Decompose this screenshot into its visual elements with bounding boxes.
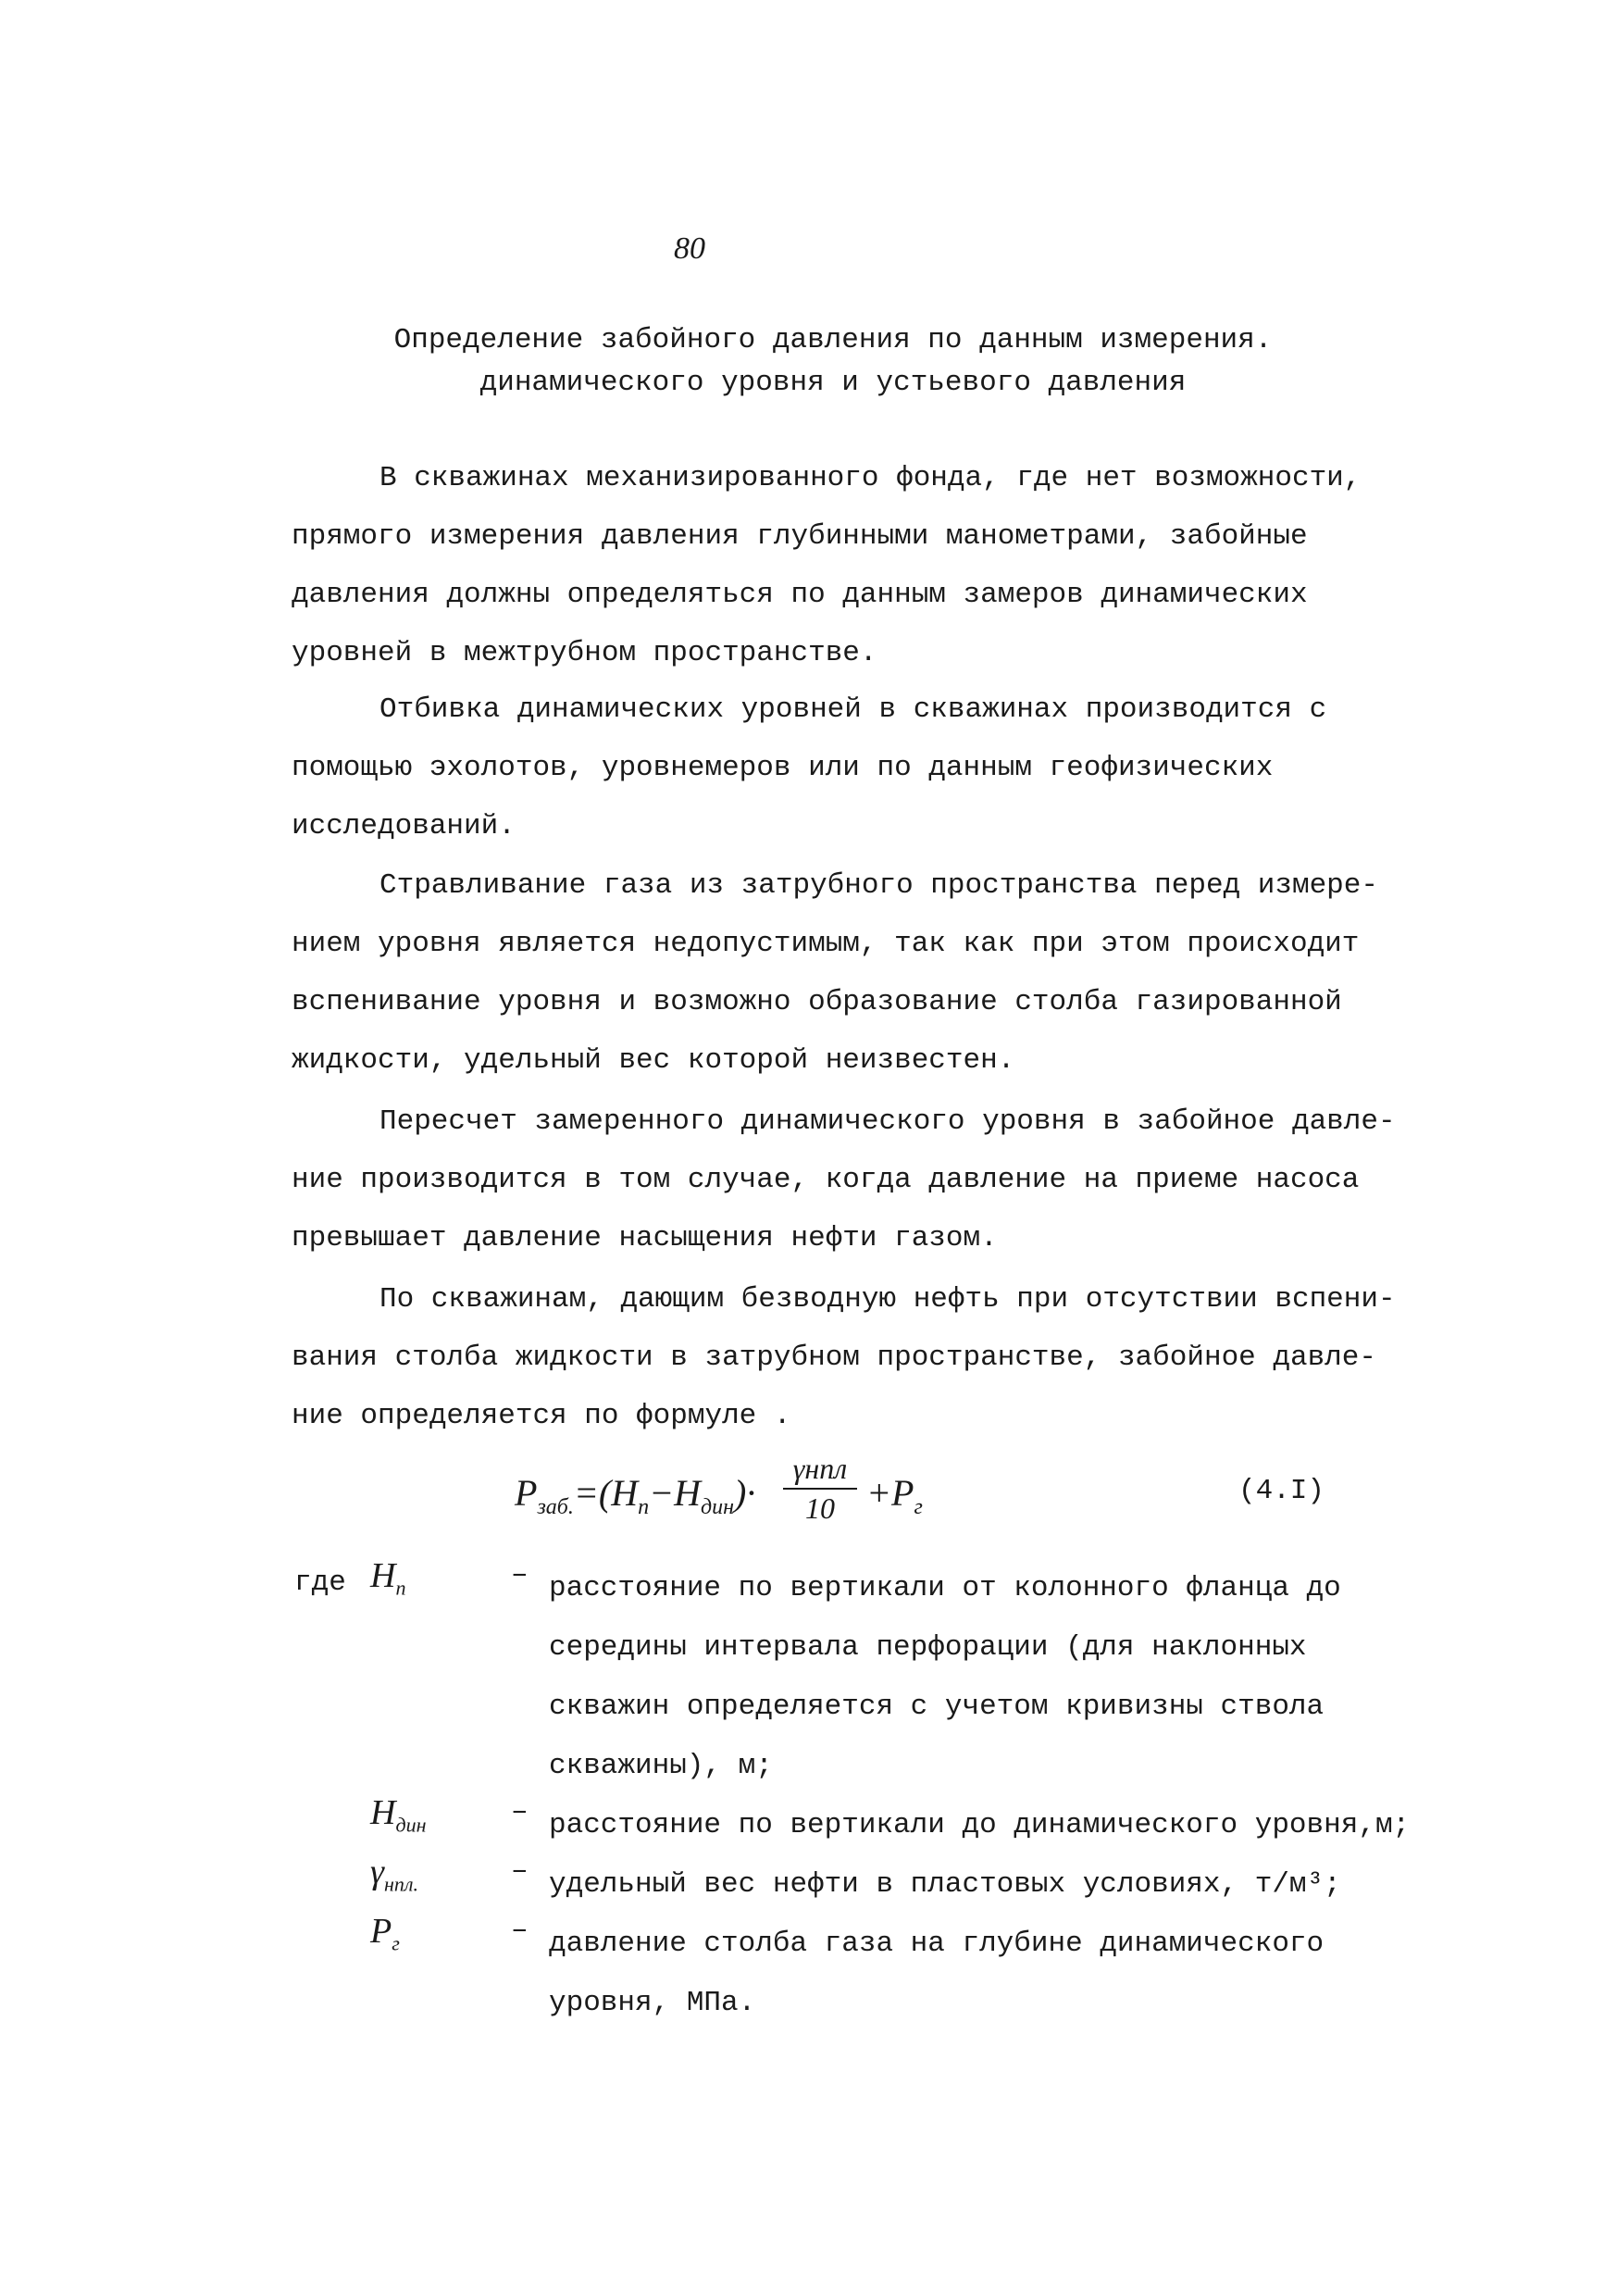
- text-line: нием уровня является недопустимым, так как при этом происходит: [292, 928, 1360, 960]
- text-line: вания столба жидкости в затрубном пространстве, забойное давле-: [292, 1341, 1376, 1374]
- text-line: Стравливание газа из затрубного пространства перед измере-: [379, 869, 1378, 902]
- text-line: ние производится в том случае, когда давление на приеме насоса: [292, 1164, 1360, 1196]
- definition-text: расстояние по вертикали до динамического уровня,м;: [549, 1809, 1411, 1841]
- definition-dash: –: [511, 1855, 529, 1888]
- text-line: ние определяется по формуле .: [292, 1400, 791, 1432]
- text-line: уровней в межтрубном пространстве.: [292, 637, 877, 669]
- text-line: помощью эхолотов, уровнемеров или по данным геофизических: [292, 752, 1274, 784]
- paragraph-4: [292, 1092, 1495, 1267]
- text-line: Отбивка динамических уровней в скважинах производится с: [379, 693, 1327, 726]
- equation-number: (4.I): [1238, 1475, 1325, 1507]
- formula-fraction: [783, 1449, 857, 1527]
- text-line: превышает давление насыщения нефти газом.: [292, 1222, 998, 1254]
- paragraph-5: [292, 1270, 1495, 1445]
- definition-symbol: $H_{дин}$: [370, 1793, 427, 1837]
- heading-line-2: динамического уровня и устьевого давления: [479, 367, 1187, 399]
- definition-symbol: $P_г$: [370, 1912, 400, 1955]
- fraction-numerator: γнпл: [783, 1449, 857, 1490]
- text-line: жидкости, удельный вес которой неизвестен.: [292, 1044, 1015, 1077]
- where-label: где: [294, 1566, 346, 1599]
- text-line: Пересчет замеренного динамического уровня в забойное давле-: [379, 1105, 1396, 1138]
- definition-text: давление столба газа на глубине динамического уровня, МПа.: [549, 1928, 1325, 2019]
- heading-line-1: Определение забойного давления по данным измерения.: [393, 324, 1273, 356]
- definition-symbol: $\gamma_{нпл.}$: [370, 1853, 418, 1896]
- text-line: исследований.: [292, 810, 516, 842]
- page-number: 80: [674, 231, 705, 266]
- paragraph-3: [292, 856, 1495, 1090]
- text-line: вспенивание уровня и возможно образование столба газированной: [292, 986, 1342, 1018]
- text-line: В скважинах механизированного фонда, где нет возможности,: [379, 462, 1362, 494]
- fraction-denominator: 10: [805, 1491, 835, 1525]
- text-line: прямого измерения давления глубинными манометрами, забойные: [292, 520, 1308, 553]
- definition-symbol: $H_п$: [370, 1556, 406, 1600]
- paragraph-2: [292, 680, 1495, 855]
- definition-text: расстояние по вертикали от колонного фланца до середины интервала перфорации (для наклонных скважин определяется с учетом кривизны ствола скважины), м;: [549, 1572, 1341, 1782]
- definition-text: удельный вес нефти в пластовых условиях, т/м³;: [549, 1868, 1341, 1901]
- formula-right-part: $+P_г$: [866, 1472, 923, 1519]
- definition-dash: –: [511, 1796, 529, 1828]
- definition-dash: –: [511, 1559, 529, 1591]
- paragraph-1: [292, 449, 1495, 682]
- text-line: По скважинам, дающим безводную нефть при отсутствии вспени-: [379, 1283, 1396, 1316]
- formula-left-part: $P_{заб.}=(H_п-H_{дин})\cdot$: [515, 1472, 756, 1519]
- formula-bottomhole-pressure: [515, 1449, 977, 1541]
- text-line: давления должны определяться по данным замеров динамических: [292, 579, 1308, 611]
- section-heading: [278, 319, 1388, 405]
- definition-dash: –: [511, 1915, 529, 1947]
